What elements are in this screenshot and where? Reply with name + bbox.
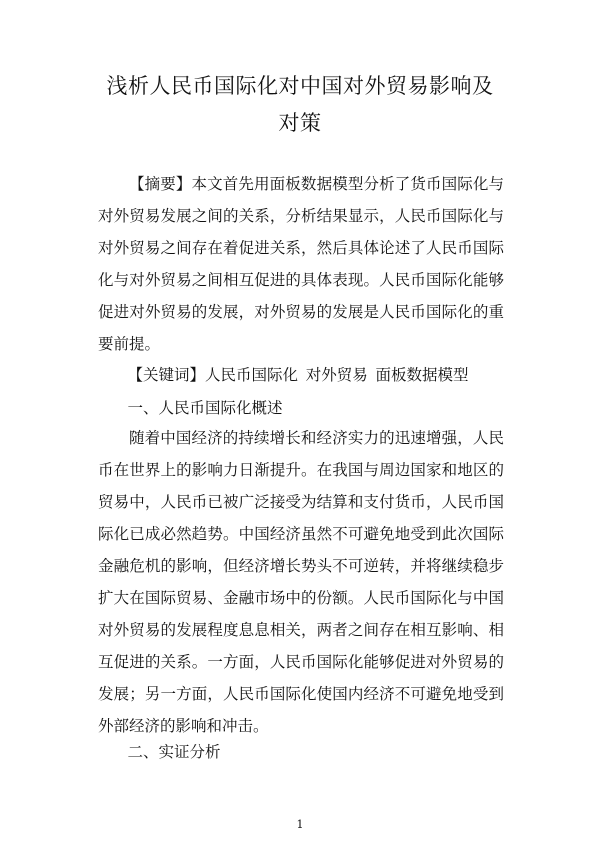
document-title: 浅析人民币国际化对中国对外贸易影响及对策 [106, 74, 494, 135]
abstract-label: 【摘要】 [129, 175, 192, 193]
page-number: 1 [296, 818, 304, 831]
abstract-paragraph [98, 168, 504, 360]
section-heading-2: 二、实证分析 [127, 743, 221, 761]
keywords-line [98, 359, 533, 391]
keyword-item: 面板数据模型 [375, 366, 469, 384]
section-1-paragraph: 随着中国经济的持续增长和经济实力的迅速增强，人民币在世界上的影响力日渐提升。在我国与周边国家和地区的贸易中，人民币已被广泛接受为结算和支付货币，人民币国际化已成必然趋势。中国经济虽然不可避免地受到此次国际金融危机的影响，但经济增长势头不可逆转，并将继续稳步扩大在国际贸易、金融市场中的份额。人民币国际化与中国对外贸易的发展程度息息相关，两者之间存在相互影响、相互促进的关系。一方面，人民币国际化能够促进对外贸易的发展；另一方面，人民币国际化使国内经济不可避免地受到外部经济的影响和冲击。 [98, 429, 504, 735]
keyword-item: 对外贸易 [305, 366, 368, 384]
abstract-text: 本文首先用面板数据模型分析了货币国际化与对外贸易发展之间的关系，分析结果显示，人民币国际化与对外贸易之间存在着促进关系，然后具体论述了人民币国际化与对外贸易之间相互促进的具体表现。人民币国际化能够促进对外贸易的发展，对外贸易的发展是人民币国际化的重要前提。 [98, 175, 504, 353]
section-heading-1: 一、人民币国际化概述 [127, 399, 283, 417]
keywords-label: 【关键词】 [127, 366, 205, 384]
keyword-item: 人民币国际化 [204, 366, 298, 384]
